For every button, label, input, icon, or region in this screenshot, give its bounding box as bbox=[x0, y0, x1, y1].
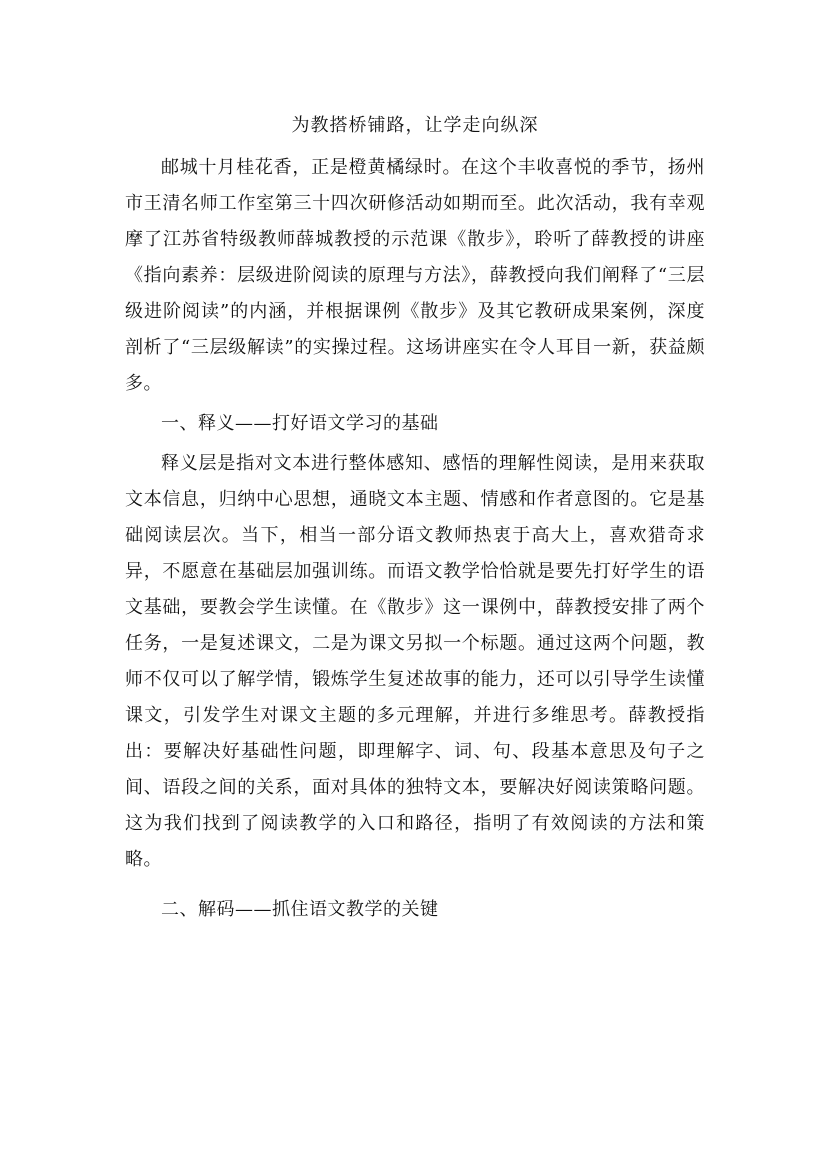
section-1-heading: 一、释义——打好语文学习的基础 bbox=[161, 413, 439, 434]
document-title: 为教搭桥铺路，让学走向纵深 bbox=[291, 115, 539, 136]
section-1-paragraph: 释义层是指对文本进行整体感知、感悟的理解性阅读，是用来获取文本信息，归纳中心思想，通晓文本主题、情感和作者意图的。它是基础阅读层次。当下，相当一部分语文教师热衷于高大上，喜欢猎奇求异，不愿意在基础层加强训练。而语文教学恰恰就是要先打好学生的语文基础，要教会学生读懂。在《散步》这一课例中，薛教授安排了两个任务，一是复述课文，二是为课文另拟一个标题。通过这两个问题，教师不仅可以了解学情，锻炼学生复述故事的能力，还可以引导学生读懂课文，引发学生对课文主题的多元理解，并进行多维思考。薛教授指出：要解决好基础性问题，即理解字、词、句、段基本意思及句子之间、语段之间的关系，面对具体的独特文本，要解决好阅读策略问题。这为我们找到了阅读教学的入口和路径，指明了有效阅读的方法和策略。 bbox=[125, 453, 705, 870]
section-2-heading: 二、解码——抓住语文教学的关键 bbox=[161, 899, 439, 920]
document-body bbox=[125, 108, 705, 932]
intro-paragraph: 邮城十月桂花香，正是橙黄橘绿时。在这个丰收喜悦的季节，扬州市王清名师工作室第三十四次研修活动如期而至。此次活动，我有幸观摩了江苏省特级教师薛城教授的示范课《散步》，聆听了薛教授的讲座《指向素养：层级进阶阅读的原理与方法》，薛教授向我们阐释了“三层级进阶阅读”的内涵，并根据课例《散步》及其它教研成果案例，深度剖析了“三层级解读”的实操过程。这场讲座实在令人耳目一新，获益颇多。 bbox=[125, 157, 705, 394]
